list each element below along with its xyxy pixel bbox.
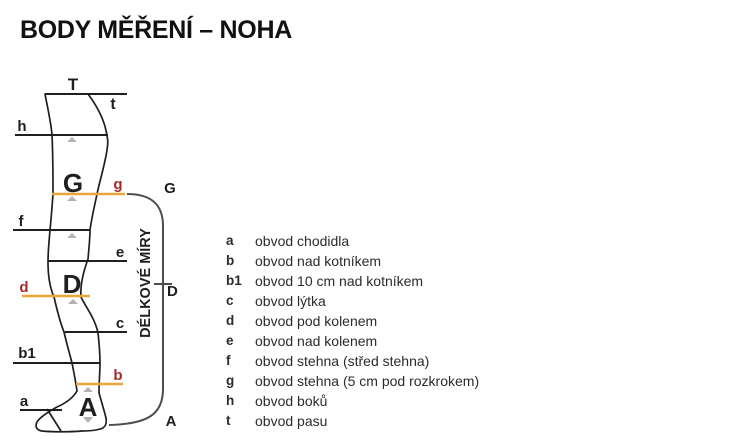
legend-key: t bbox=[226, 413, 231, 428]
label-D-bracket: D bbox=[167, 283, 178, 300]
label-G-bracket: G bbox=[164, 180, 176, 197]
leg-measurement-diagram bbox=[0, 0, 200, 441]
legend-label: obvod lýtka bbox=[255, 293, 326, 309]
legend-row-b bbox=[220, 251, 479, 271]
legend-row-e bbox=[220, 331, 479, 351]
sock-toe-line bbox=[47, 409, 61, 431]
label-G-big: G bbox=[62, 168, 84, 198]
legend-key: c bbox=[226, 293, 234, 308]
legend-label: obvod nad kotníkem bbox=[255, 253, 382, 269]
page-title: BODY MĚŘENÍ – NOHA bbox=[20, 16, 292, 44]
label-A-bracket: A bbox=[165, 413, 177, 430]
legend-row-b1 bbox=[220, 271, 479, 291]
leg-outline-shape bbox=[36, 94, 108, 432]
label-h: h bbox=[17, 118, 27, 135]
legend-key: h bbox=[226, 393, 235, 408]
label-t: t bbox=[110, 96, 116, 113]
legend bbox=[220, 231, 479, 431]
legend-label: obvod nad kolenem bbox=[255, 333, 378, 349]
legend-row-d bbox=[220, 311, 479, 331]
length-bracket bbox=[109, 194, 163, 425]
legend-label: obvod chodidla bbox=[255, 233, 350, 249]
label-g: g bbox=[113, 176, 123, 193]
label-b1: b1 bbox=[18, 345, 36, 362]
label-b: b bbox=[113, 367, 123, 384]
legend-row-c bbox=[220, 291, 479, 311]
legend-label: obvod boků bbox=[255, 393, 328, 409]
legend-key: g bbox=[226, 373, 235, 388]
legend-label: obvod pasu bbox=[255, 413, 328, 429]
label-a: a bbox=[19, 393, 29, 410]
triangle-marker-f bbox=[67, 233, 77, 238]
legend-key: f bbox=[226, 353, 231, 368]
triangle-marker-d bbox=[68, 299, 78, 304]
length-measures-vertical-label: DÉLKOVÉ MÍRY bbox=[138, 228, 154, 338]
legend-label: obvod stehna (5 cm pod rozkrokem) bbox=[255, 373, 480, 389]
legend-row-g bbox=[220, 371, 479, 391]
legend-label: obvod 10 cm nad kotníkem bbox=[255, 273, 424, 289]
label-f: f bbox=[18, 213, 24, 230]
legend-label: obvod stehna (střed stehna) bbox=[255, 353, 430, 369]
label-D-big: D bbox=[62, 269, 82, 299]
label-e: e bbox=[115, 244, 125, 261]
legend-key: d bbox=[226, 313, 235, 328]
legend-key: b bbox=[226, 253, 235, 268]
label-T: T bbox=[67, 75, 79, 94]
legend-row-f bbox=[220, 351, 479, 371]
label-d: d bbox=[19, 279, 29, 296]
legend-row-a bbox=[220, 231, 479, 251]
legend-label: obvod pod kolenem bbox=[255, 313, 378, 329]
legend-key: a bbox=[226, 233, 234, 248]
label-c: c bbox=[115, 315, 125, 332]
legend-row-h bbox=[220, 391, 479, 411]
triangle-marker-h bbox=[67, 137, 77, 142]
legend-key: e bbox=[226, 333, 234, 348]
label-A-big: A bbox=[78, 392, 98, 422]
legend-row-t bbox=[220, 411, 479, 431]
legend-key: b1 bbox=[226, 273, 242, 288]
